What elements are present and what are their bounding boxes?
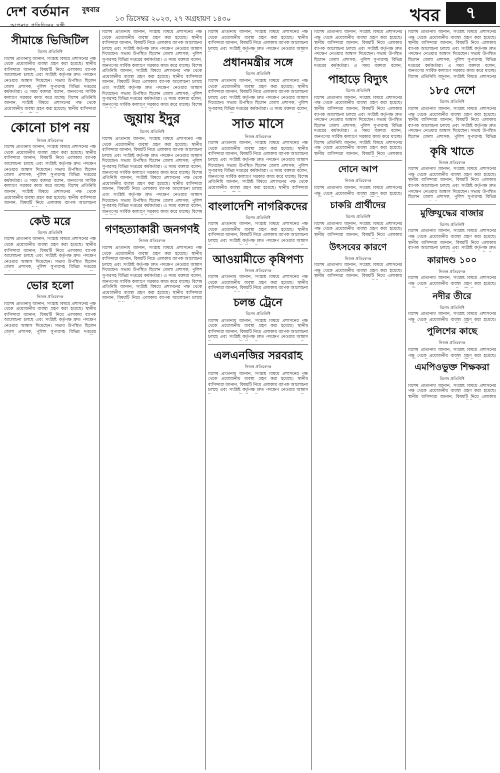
column-2 (102, 30, 202, 770)
headline: দোনে আপ (338, 165, 378, 176)
headline: এমপিওভুক্ত শিক্ষকরা (414, 363, 490, 374)
byline: নিজস্ব প্রতিবেদক (244, 363, 272, 369)
headline: পাহাড়ে বিদ্যুৎ (328, 73, 388, 87)
column-4 (314, 30, 402, 770)
byline: নিজস্ব প্রতিবেদক (344, 178, 372, 184)
headline: মুক্তিযুদ্ধের বাজার (420, 208, 484, 219)
headline: জুয়ায় ইদুর (124, 112, 180, 128)
divider (314, 160, 402, 161)
byline: বিশেষ প্রতিনিধি (439, 304, 465, 310)
article-body: বিশেষ প্রতিনিধি জানান, সংশ্লিষ্ট বিষয়ে প্রশাসনের পক্ষ থেকে প্রয়োজনীয় ব্যবস্থা গ্রহণ করা হয়েছে। স্থানীয় বাসিন্দারা জানান, বিষয়টি নিয়ে এলাকায় ব্যাপক আলোচনা চলছে এবং সংশ্লিষ্ট কর্তৃপক্ষ দ্রুত পদক্ষেপ নেওয়ার আশ্বাস দিয়েছেন। সভায় উপস্থিত ছিলেন জেলা প্রশাসক, পুলিশ সুপারসহ বিভিন্ন দপ্তরের (4, 237, 96, 271)
divider (408, 204, 496, 205)
headline: চাকরি প্রার্থীদের (330, 201, 386, 212)
column-divider (205, 30, 206, 770)
article-body: বিশেষ প্রতিনিধি জানান, সংশ্লিষ্ট বিষয়ে প্রশাসনের পক্ষ থেকে প্রয়োজনীয় ব্যবস্থা গ্রহণ করা হয়েছে। স্থানীয় বাসিন্দারা জানান, বিষয়টি নিয়ে এলাকায় ব্যাপক আলোচনা চলছে এবং সংশ্লিষ্ট কর্তৃপক্ষ দ্রুত পদক্ষেপ নেওয়ার আশ্বাস (208, 371, 308, 394)
byline: নিজস্ব প্রতিবেদক (438, 268, 466, 274)
byline: বিশেষ প্রতিনিধি (439, 376, 465, 382)
divider (208, 195, 308, 196)
byline: নিজস্ব প্রতিবেদক (438, 159, 466, 165)
headline: আওয়ামীতে কৃষিপণ্য (212, 252, 304, 266)
logo-tagline: আপনার প্রতিদিনের সঙ্গী (10, 23, 66, 29)
byline: নিজস্ব প্রতিবেদক (36, 293, 64, 299)
column-1 (4, 30, 96, 770)
divider (102, 218, 202, 219)
divider (4, 210, 96, 211)
article-body: বিশেষ প্রতিনিধি জানান, সংশ্লিষ্ট বিষয়ে প্রশাসনের পক্ষ থেকে প্রয়োজনীয় ব্যবস্থা গ্রহণ করা হয়েছে। স্থানীয় বাসিন্দারা জানান, বিষয়টি নিয়ে এলাকায় ব্যাপক আলোচনা চলছে এবং সংশ্লিষ্ট কর্তৃপক্ষ দ্রুত পদক্ষেপ নেওয়ার আশ্বাস দিয়েছেন। সভায় উপস্থিত ছিলেন জেলা প্রশাসক, পুলিশ সুপারসহ বিভিন্ন (408, 167, 496, 201)
headline: গণহত্যাকারী জনগণই (104, 223, 200, 237)
article-body: বিশেষ প্রতিনিধি জানান, সংশ্লিষ্ট বিষয়ে প্রশাসনের পক্ষ থেকে প্রয়োজনীয় ব্যবস্থা গ্রহণ করা হয়েছে। স্থানীয় বাসিন্দারা জানান, বিষয়টি নিয়ে এলাকায় (314, 263, 402, 280)
byline: নিজস্ব প্রতিবেদক (36, 137, 64, 143)
divider (4, 274, 96, 275)
article-body: বিশেষ প্রতিনিধি জানান, সংশ্লিষ্ট বিষয়ে প্রশাসনের পক্ষ থেকে প্রয়োজনীয় ব্যবস্থা গ্রহণ করা হয়েছে। (408, 276, 496, 287)
headline: কোনো চাপ নয় (10, 120, 90, 136)
section-title: খবর (410, 6, 440, 26)
byline: নিজস্ব প্রতিবেদক (344, 255, 372, 261)
byline: নিজস্ব প্রতিবেদক (244, 133, 272, 139)
article-body: বিশেষ প্রতিনিধি জানান, সংশ্লিষ্ট বিষয়ে প্রশাসনের পক্ষ থেকে প্রয়োজনীয় ব্যবস্থা গ্রহণ করা হয়েছে। স্থানীয় বাসিন্দারা জানান, বিষয়টি নিয়ে এলাকায় ব্যাপক আলোচনা চলছে এবং সংশ্লিষ্ট কর্তৃপক্ষ দ্রুত পদক্ষেপ নেওয়ার আশ্বাস (208, 222, 308, 244)
article-body: বিশেষ প্রতিনিধি জানান, সংশ্লিষ্ট বিষয়ে প্রশাসনের পক্ষ থেকে প্রয়োজনীয় ব্যবস্থা গ্রহণ করা হয়েছে। স্থানীয় বাসিন্দারা জানান, বিষয়টি নিয়ে এলাকায় ব্যাপক আলোচনা চলছে এবং সংশ্লিষ্ট কর্তৃপক্ষ দ্রুত পদক্ষেপ নেওয়ার আশ্বাস দিয়েছেন। সভায় উপস্থিত ছিলেন জেলা প্রশাসক, পুলিশ সুপারসহ বিভিন্ন দপ্তরের কর্মকর্তারা। এ সময় বক্তারা বলেন, জনগণের সার্বিক কল্যাণে সরকার কাজ করে যাচ্ছে। বিশেষ প্রতিনিধি জানান, সংশ্লিষ্ট বিষয়ে প্রশাসনের পক্ষ থেকে প্রয়োজনীয় ব্যবস্থা গ্রহণ করা হয়েছে। স্থানীয় বাসিন্দারা (208, 141, 308, 191)
article-body: বিশেষ প্রতিনিধি জানান, সংশ্লিষ্ট বিষয়ে প্রশাসনের পক্ষ থেকে প্রয়োজনীয় ব্যবস্থা গ্রহণ করা হয়েছে। স্থানীয় বাসিন্দারা জানান, বিষয়টি নিয়ে এলাকায় ব্যাপক আলোচনা চলছে এবং সংশ্লিষ্ট কর্তৃপক্ষ দ্রুত পদক্ষেপ নেওয়ার আশ্বাস (208, 30, 308, 52)
headline: এলএনজির সরবরাহ (213, 348, 303, 362)
headline: বাংলাদেশি নাগরিকদের (208, 199, 308, 213)
headline: ভোর হলো (26, 278, 74, 292)
article-body: বিশেষ প্রতিনিধি জানান, সংশ্লিষ্ট বিষয়ে প্রশাসনের পক্ষ থেকে প্রয়োজনীয় ব্যবস্থা গ্রহণ করা হয়েছে। স্থানীয় বাসিন্দারা জানান, বিষয়টি নিয়ে এলাকায় ব্যাপক আলোচনা চলছে এবং সংশ্লিষ্ট কর্তৃপক্ষ দ্রুত পদক্ষেপ নেওয়ার আশ্বাস দিয়েছেন। সভায় উপস্থিত ছিলেন জেলা প্রশাসক, পুলিশ সুপারসহ বিভিন্ন দপ্তরের কর্মকর্তারা। এ সময় বক্তারা বলেন, (314, 30, 402, 69)
article-body: বিশেষ প্রতিনিধি জানান, সংশ্লিষ্ট বিষয়ে প্রশাসনের পক্ষ থেকে প্রয়োজনীয় ব্যবস্থা গ্রহণ করা হয়েছে। স্থানীয় বাসিন্দারা জানান, বিষয়টি নিয়ে এলাকায় ব্যাপক আলোচনা চলছে এবং সংশ্লিষ্ট কর্তৃপক্ষ দ্রুত পদক্ষেপ নেওয়ার আশ্বাস দিয়েছেন। সভায় উপস্থিত ছিলেন জেলা প্রশাসক, পুলিশ সুপারসহ বিভিন্ন দপ্তরের কর্মকর্তারা। এ সময় বক্তারা বলেন, জনগণের সার্বিক কল্যাণে সরকার কাজ করে যাচ্ছে। বিশেষ প্রতিনিধি জানান, সংশ্লিষ্ট বিষয়ে প্রশাসনের পক্ষ থেকে প্রয়োজনীয় ব্যবস্থা গ্রহণ করা হয়েছে। স্থানীয় বাসিন্দারা জানান, বিষয়টি নিয়ে এলাকায় ব্যাপক আলোচনা চলছে এবং সংশ্লিষ্ট কর্তৃপক্ষ দ্রুত পদক্ষেপ নেওয়ার আশ্বাস দিয়েছেন। সভায় উপস্থিত ছিলেন জেলা প্রশাসক, পুলিশ সুপারসহ বিভিন্ন দপ্তরের কর্মকর্তারা। এ সময় বক্তারা বলেন, জনগণের সার্বিক কল্যাণে সরকার কাজ করে যাচ্ছে। বিশেষ (102, 30, 202, 108)
issue-date: ১৩ ডিসেম্বর ২০২৩, ২৭ অগ্রহায়ণ ১৪৩০ (115, 15, 231, 23)
article-body: বিশেষ প্রতিনিধি জানান, সংশ্লিষ্ট বিষয়ে প্রশাসনের পক্ষ থেকে প্রয়োজনীয় ব্যবস্থা গ্রহণ করা হয়েছে। স্থানীয় বাসিন্দারা জানান, বিষয়টি নিয়ে এলাকায় ব্যাপক আলোচনা চলছে এবং সংশ্লিষ্ট কর্তৃপক্ষ দ্রুত পদক্ষেপ নেওয়ার আশ্বাস দিয়েছেন। সভায় উপস্থিত ছিলেন জেলা প্রশাসক, পুলিশ সুপারসহ বিভিন্ন দপ্তরের (4, 301, 96, 335)
article-body: বিশেষ প্রতিনিধি জানান, সংশ্লিষ্ট বিষয়ে প্রশাসনের পক্ষ থেকে প্রয়োজনীয় ব্যবস্থা গ্রহণ করা হয়েছে। স্থানীয় বাসিন্দারা জানান, বিষয়টি নিয়ে এলাকায় ব্যাপক আলোচনা চলছে এবং সংশ্লিষ্ট কর্তৃপক্ষ দ্রুত পদক্ষেপ নেওয়ার আশ্বাস (208, 318, 308, 341)
byline: বিশেষ প্রতিনিধি (439, 221, 465, 227)
headline: প্রধানমন্ত্রীর সঙ্গে (223, 56, 293, 70)
headline: কেউ মরে (29, 214, 71, 228)
column-divider (311, 30, 312, 770)
article-body: বিশেষ প্রতিনিধি জানান, সংশ্লিষ্ট বিষয়ে প্রশাসনের পক্ষ থেকে প্রয়োজনীয় ব্যবস্থা গ্রহণ করা হয়েছে। স্থানীয় বাসিন্দারা জানান, বিষয়টি নিয়ে এলাকায় ব্যাপক আলোচনা চলছে এবং সংশ্লিষ্ট কর্তৃপক্ষ দ্রুত পদক্ষেপ নেওয়ার আশ্বাস দিয়েছেন। সভায় উপস্থিত ছিলেন জেলা প্রশাসক, পুলিশ সুপারসহ বিভিন্ন দপ্তরের কর্মকর্তারা। এ সময় বক্তারা বলেন, জনগণের সার্বিক কল্যাণে সরকার কাজ করে যাচ্ছে। বিশেষ প্রতিনিধি জানান, সংশ্লিষ্ট বিষয়ে প্রশাসনের পক্ষ থেকে প্রয়োজনীয় ব্যবস্থা গ্রহণ করা হয়েছে। স্থানীয় বাসিন্দারা (4, 56, 96, 112)
byline: বিশেষ প্রতিনিধি (439, 99, 465, 105)
byline: বিশেষ প্রতিনিধি (37, 229, 63, 235)
byline: বিশেষ প্রতিনিধি (245, 310, 271, 316)
article-body: বিশেষ প্রতিনিধি জানান, সংশ্লিষ্ট বিষয়ে প্রশাসনের পক্ষ থেকে প্রয়োজনীয় ব্যবস্থা গ্রহণ করা হয়েছে। (408, 312, 496, 323)
headline: কৃষি খাতে (430, 144, 474, 158)
headline: চলন্ত ট্রেনে (233, 295, 283, 309)
article-body: বিশেষ প্রতিনিধি জানান, সংশ্লিষ্ট বিষয়ে প্রশাসনের পক্ষ থেকে প্রয়োজনীয় ব্যবস্থা গ্রহণ করা হয়েছে। স্থানীয় বাসিন্দারা জানান, বিষয়টি নিয়ে এলাকায় ব্যাপক আলোচনা চলছে এবং সংশ্লিষ্ট কর্তৃপক্ষ দ্রুত পদক্ষেপ নেওয়ার আশ্বাস দিয়েছেন। সভায় উপস্থিত ছিলেন জেলা প্রশাসক, পুলিশ সুপারসহ বিভিন্ন দপ্তরের কর্মকর্তারা। এ সময় বক্তারা বলেন, জনগণের সার্বিক কল্যাণে সরকার কাজ করে যাচ্ছে। বিশেষ প্রতিনিধি জানান, সংশ্লিষ্ট বিষয়ে প্রশাসনের পক্ষ থেকে প্রয়োজনীয় ব্যবস্থা গ্রহণ করা হয়েছে। স্থানীয় বাসিন্দারা জানান, বিষয়টি নিয়ে এলাকায় ব্যাপক আলোচনা (4, 145, 96, 207)
article-body: বিশেষ প্রতিনিধি জানান, সংশ্লিষ্ট বিষয়ে প্রশাসনের পক্ষ থেকে প্রয়োজনীয় ব্যবস্থা গ্রহণ করা হয়েছে। (314, 185, 402, 197)
headline: সীমান্তে ভিজিটিল (11, 34, 89, 47)
column-divider (99, 30, 100, 770)
byline: নিজস্ব প্রতিবেদক (438, 340, 466, 346)
headline: উৎসবের কারণে (329, 242, 387, 253)
byline: নিজস্ব প্রতিবেদক (244, 267, 272, 273)
byline: বিশেষ প্রতিনিধি (37, 49, 63, 54)
logo-text: দেশ বর্তমান (6, 5, 70, 20)
byline: বিশেষ প্রতিনিধি (245, 71, 271, 77)
column-3 (208, 30, 308, 770)
divider (4, 116, 96, 117)
headline: কারাদণ্ড ১০০ (427, 255, 477, 266)
article-body: বিশেষ প্রতিনিধি জানান, সংশ্লিষ্ট বিষয়ে প্রশাসনের পক্ষ থেকে প্রয়োজনীয় ব্যবস্থা গ্রহণ করা হয়েছে। স্থানীয় বাসিন্দারা জানান, বিষয়টি নিয়ে এলাকায় ব্যাপক আলোচনা চলছে এবং সংশ্লিষ্ট কর্তৃপক্ষ দ্রুত পদক্ষেপ নেওয়ার আশ্বাস দিয়েছেন। সভায় উপস্থিত ছিলেন জেলা প্রশাসক, পুলিশ সুপারসহ বিভিন্ন (408, 106, 496, 140)
masthead (0, 0, 500, 27)
issue-day: বুধবার (82, 5, 100, 14)
article-body: বিশেষ প্রতিনিধি জানান, সংশ্লিষ্ট বিষয়ে প্রশাসনের পক্ষ থেকে প্রয়োজনীয় ব্যবস্থা গ্রহণ করা হয়েছে। স্থানীয় বাসিন্দারা জানান, বিষয়টি নিয়ে এলাকায় ব্যাপক আলোচনা চলছে এবং সংশ্লিষ্ট কর্তৃপক্ষ দ্রুত পদক্ষেপ নেওয়ার আশ্বাস দিয়েছেন। সভায় উপস্থিত ছিলেন জেলা প্রশাসক, পুলিশ সুপারসহ বিভিন্ন দপ্তরের কর্মকর্তারা। এ সময় বক্তারা বলেন, জনগণের সার্বিক কল্যাণে সরকার কাজ করে যাচ্ছে। বিশেষ প্রতিনিধি জানান, সংশ্লিষ্ট বিষয়ে প্রশাসনের (408, 30, 496, 80)
article-body: বিশেষ প্রতিনিধি জানান, সংশ্লিষ্ট বিষয়ে প্রশাসনের পক্ষ থেকে প্রয়োজনীয় ব্যবস্থা গ্রহণ করা হয়েছে। স্থানীয় বাসিন্দারা জানান, বিষয়টি নিয়ে এলাকায় ব্যাপক আলোচনা (208, 275, 308, 292)
article-body: বিশেষ প্রতিনিধি জানান, সংশ্লিষ্ট বিষয়ে প্রশাসনের পক্ষ থেকে প্রয়োজনীয় ব্যবস্থা গ্রহণ করা হয়েছে। (408, 347, 496, 359)
headline: সাত মাসে (232, 116, 284, 132)
newspaper-logo (6, 3, 70, 31)
byline: নিজস্ব প্রতিবেদক (138, 238, 166, 244)
divider (208, 248, 308, 249)
article-body: বিশেষ প্রতিনিধি জানান, সংশ্লিষ্ট বিষয়ে প্রশাসনের পক্ষ থেকে প্রয়োজনীয় ব্যবস্থা গ্রহণ করা হয়েছে। স্থানীয় বাসিন্দারা জানান, বিষয়টি নিয়ে এলাকায় ব্যাপক আলোচনা চলছে এবং সংশ্লিষ্ট কর্তৃপক্ষ দ্রুত পদক্ষেপ নেওয়ার আশ্বাস দিয়েছেন। সভায় উপস্থিত ছিলেন জেলা প্রশাসক, পুলিশ সুপারসহ বিভিন্ন দপ্তরের কর্মকর্তারা। এ সময় বক্তারা বলেন, জনগণের সার্বিক কল্যাণে সরকার কাজ করে যাচ্ছে। বিশেষ প্রতিনিধি জানান, সংশ্লিষ্ট বিষয়ে প্রশাসনের পক্ষ থেকে প্রয়োজনীয় ব্যবস্থা গ্রহণ করা হয়েছে। স্থানীয় বাসিন্দারা জানান, বিষয়টি নিয়ে এলাকায় ব্যাপক আলোচনা চলছে (102, 245, 202, 302)
byline: বিশেষ প্রতিনিধি (139, 129, 165, 135)
headline: পুলিশের কাছে (426, 327, 478, 338)
article-body: বিশেষ প্রতিনিধি জানান, সংশ্লিষ্ট বিষয়ে প্রশাসনের পক্ষ থেকে প্রয়োজনীয় ব্যবস্থা গ্রহণ করা হয়েছে। স্থানীয় বাসিন্দারা জানান, বিষয়টি নিয়ে এলাকায় (314, 221, 402, 238)
column-5 (408, 30, 496, 770)
article-body: বিশেষ প্রতিনিধি জানান, সংশ্লিষ্ট বিষয়ে প্রশাসনের পক্ষ থেকে প্রয়োজনীয় ব্যবস্থা গ্রহণ করা হয়েছে। স্থানীয় বাসিন্দারা জানান, বিষয়টি নিয়ে এলাকায় ব্যাপক আলোচনা চলছে এবং সংশ্লিষ্ট কর্তৃপক্ষ দ্রুত পদক্ষেপ নেওয়ার আশ্বাস দিয়েছেন। সভায় উপস্থিত ছিলেন জেলা প্রশাসক, পুলিশ সুপারসহ বিভিন্ন দপ্তরের কর্মকর্তারা। এ সময় বক্তারা বলেন, জনগণের সার্বিক কল্যাণে সরকার কাজ করে যাচ্ছে। বিশেষ প্রতিনিধি জানান, সংশ্লিষ্ট বিষয়ে প্রশাসনের পক্ষ থেকে প্রয়োজনীয় ব্যবস্থা গ্রহণ করা হয়েছে। স্থানীয় বাসিন্দারা জানান, বিষয়টি নিয়ে এলাকায় (314, 95, 402, 157)
article-body: বিশেষ প্রতিনিধি জানান, সংশ্লিষ্ট বিষয়ে প্রশাসনের পক্ষ থেকে প্রয়োজনীয় ব্যবস্থা গ্রহণ করা হয়েছে। স্থানীয় বাসিন্দারা জানান, বিষয়টি নিয়ে এলাকায় ব্যাপক আলোচনা চলছে এবং সংশ্লিষ্ট কর্তৃপক্ষ দ্রুত পদক্ষেপ নেওয়ার আশ্বাস দিয়েছেন। সভায় উপস্থিত ছিলেন জেলা প্রশাসক, পুলিশ সুপারসহ বিভিন্ন দপ্তরের কর্মকর্তারা। এ সময় বক্তারা বলেন, (208, 78, 308, 112)
article-body: বিশেষ প্রতিনিধি জানান, সংশ্লিষ্ট বিষয়ে প্রশাসনের পক্ষ থেকে প্রয়োজনীয় ব্যবস্থা গ্রহণ করা হয়েছে। স্থানীয় বাসিন্দারা জানান, বিষয়টি নিয়ে এলাকায় ব্যাপক আলোচনা চলছে এবং সংশ্লিষ্ট কর্তৃপক্ষ দ্রুত পদক্ষেপ নেওয়ার আশ্বাস দিয়েছেন। সভায় উপস্থিত ছিলেন জেলা প্রশাসক, পুলিশ সুপারসহ বিভিন্ন দপ্তরের কর্মকর্তারা। এ সময় বক্তারা বলেন, জনগণের সার্বিক কল্যাণে সরকার কাজ করে যাচ্ছে। বিশেষ প্রতিনিধি জানান, সংশ্লিষ্ট বিষয়ে প্রশাসনের পক্ষ থেকে প্রয়োজনীয় ব্যবস্থা গ্রহণ করা হয়েছে। স্থানীয় বাসিন্দারা জানান, বিষয়টি নিয়ে এলাকায় ব্যাপক আলোচনা চলছে এবং সংশ্লিষ্ট কর্তৃপক্ষ দ্রুত পদক্ষেপ নেওয়ার আশ্বাস দিয়েছেন। সভায় উপস্থিত ছিলেন জেলা প্রশাসক, পুলিশ সুপারসহ বিভিন্ন দপ্তরের কর্মকর্তারা। এ সময় বক্তারা বলেন, জনগণের সার্বিক কল্যাণে সরকার কাজ করে যাচ্ছে। বিশেষ (102, 136, 202, 215)
headline: ১৮৫ দেশে (428, 84, 476, 98)
byline: বিশেষ প্রতিনিধি (345, 88, 371, 94)
byline: বিশেষ প্রতিনিধি (245, 214, 271, 220)
divider (208, 344, 308, 345)
article-body: বিশেষ প্রতিনিধি জানান, সংশ্লিষ্ট বিষয়ে প্রশাসনের পক্ষ থেকে প্রয়োজনীয় ব্যবস্থা গ্রহণ করা হয়েছে। স্থানীয় বাসিন্দারা জানান, বিষয়টি নিয়ে এলাকায় ব্যাপক আলোচনা চলছে এবং সংশ্লিষ্ট কর্তৃপক্ষ দ্রুত (408, 229, 496, 252)
page-number: ৭ (446, 2, 496, 24)
headline: নদীর তীরে (432, 291, 472, 302)
byline: বিশেষ প্রতিনিধি (345, 214, 371, 220)
column-divider (405, 30, 406, 770)
article-body: বিশেষ প্রতিনিধি জানান, সংশ্লিষ্ট বিষয়ে প্রশাসনের পক্ষ থেকে প্রয়োজনীয় ব্যবস্থা গ্রহণ করা হয়েছে। স্থানীয় বাসিন্দারা জানান, বিষয়টি নিয়ে এলাকায় (408, 383, 496, 400)
